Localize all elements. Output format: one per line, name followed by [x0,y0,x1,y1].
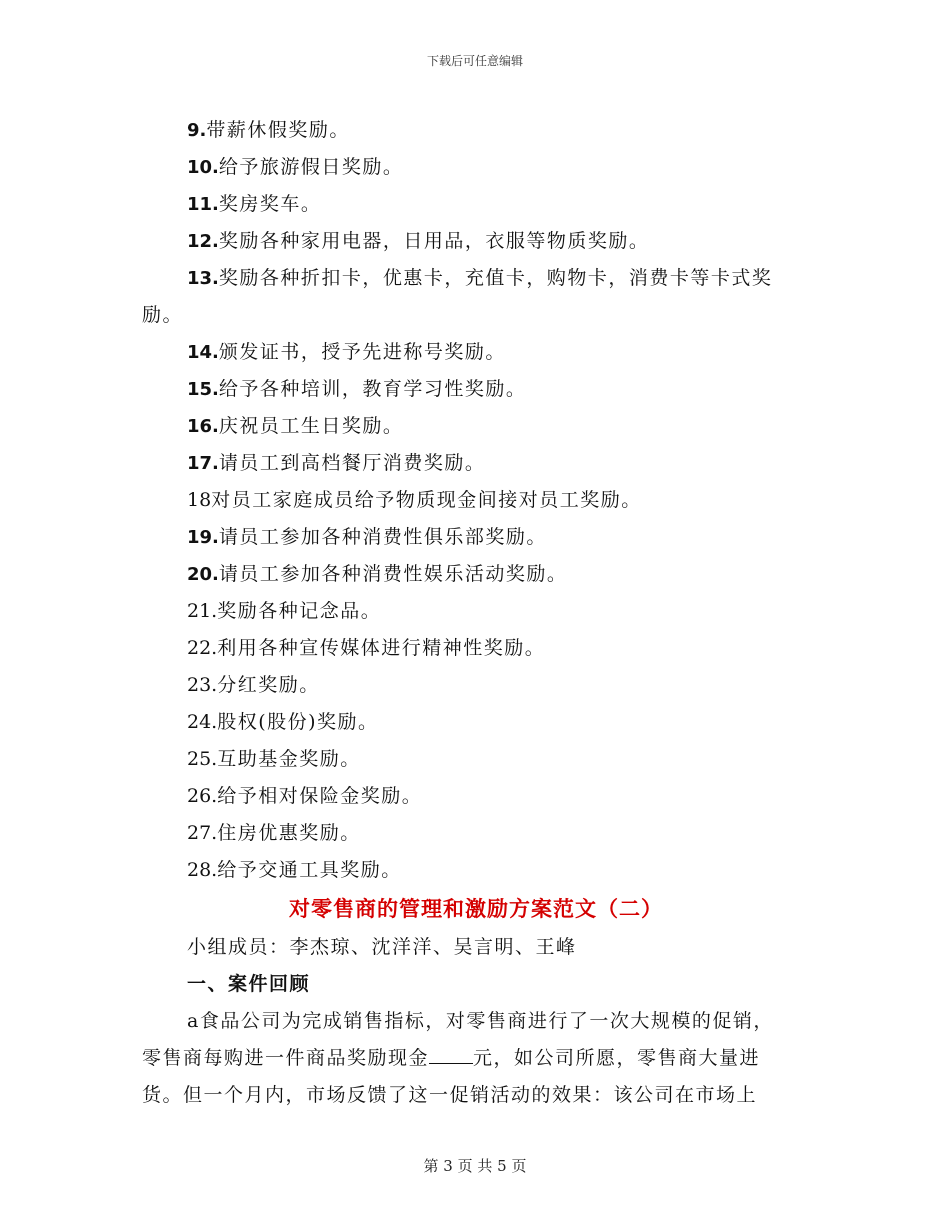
list-item: 15.给予各种培训，教育学习性奖励。 [187,378,527,400]
group-members: 小组成员：李杰琼、沈洋洋、吴言明、王峰 [187,936,577,958]
paragraph-line: a食品公司为完成销售指标，对零售商进行了一次大规模的促销， [187,1010,774,1032]
page-header: 下载后可任意编辑 [426,54,523,68]
list-item: 26.给予相对保险金奖励。 [187,785,423,807]
list-item: 12.奖励各种家用电器，日用品，衣服等物质奖励。 [187,230,650,252]
list-item: 27.住房优惠奖励。 [187,822,361,844]
section-title: 对零售商的管理和激励方案范文（二） [289,896,663,921]
list-item: 11.奖房奖车。 [187,193,322,215]
list-item: 14.颁发证书，授予先进称号奖励。 [187,341,506,363]
page-footer: 第 3 页 共 5 页 [423,1157,527,1175]
list-item: 23.分红奖励。 [187,674,320,696]
document-body [142,112,810,1114]
list-item-continuation: 励。 [142,304,184,326]
paragraph-line: 零售商每购进一件商品奖励现金 元，如公司所愿，零售商大量进 [142,1047,761,1069]
list-item: 24.股权(股份)奖励。 [187,711,379,733]
list-item: 17.请员工到高档餐厅消费奖励。 [187,452,486,474]
paragraph-line: 货。但一个月内，市场反馈了这一促销活动的效果：该公司在市场上 [142,1084,758,1106]
list-item: 21.奖励各种记念品。 [187,600,382,622]
list-item: 19.请员工参加各种消费性俱乐部奖励。 [187,526,547,548]
section-heading: 一、案件回顾 [187,973,311,995]
fill-blank [429,1045,473,1064]
list-item: 16.庆祝员工生日奖励。 [187,415,404,437]
list-item: 13.奖励各种折扣卡，优惠卡，充值卡，购物卡，消费卡等卡式奖 [187,267,773,289]
list-item: 22.利用各种宣传媒体进行精神性奖励。 [187,637,546,659]
list-item: 9.带薪休假奖励。 [187,119,350,141]
list-item: 28.给予交通工具奖励。 [187,859,402,881]
list-item: 25.互助基金奖励。 [187,748,361,770]
list-item: 20.请员工参加各种消费性娱乐活动奖励。 [187,563,568,585]
case-paragraph [142,1003,810,1114]
list-item: 10.给予旅游假日奖励。 [187,156,404,178]
list-item: 18对员工家庭成员给予物质现金间接对员工奖励。 [187,489,642,511]
